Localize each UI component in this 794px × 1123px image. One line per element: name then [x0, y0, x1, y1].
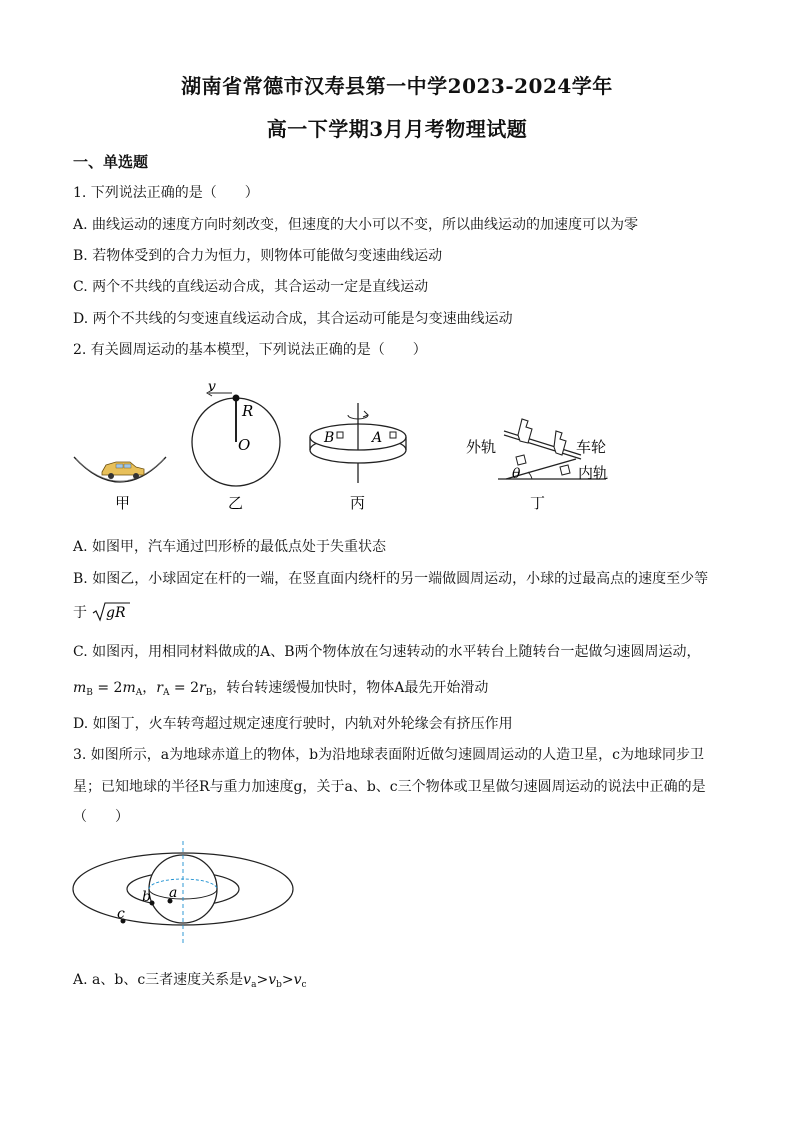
- q2-option-d: D. 如图丁，火车转弯超过规定速度行驶时，内轨对外轮缘会有挤压作用: [73, 716, 513, 732]
- label-inner-rail: 内轨: [578, 464, 609, 482]
- q1-stem: 1. 下列说法正确的是（ ）: [73, 185, 259, 201]
- q3-stem-line3: （ ）: [73, 809, 129, 825]
- exam-title-line1: 湖南省常德市汉寿县第一中学2023-2024学年: [181, 74, 613, 98]
- label-R: R: [242, 402, 254, 420]
- label-yi: 乙: [228, 494, 244, 512]
- label-v: v: [208, 379, 216, 395]
- q1-option-c: C. 两个不共线的直线运动合成，其合运动一定是直线运动: [73, 279, 429, 295]
- label-jia: 甲: [115, 494, 131, 512]
- q2-option-b-line2: [73, 601, 131, 623]
- figure-ding: [466, 419, 608, 512]
- q2-b-prefix: 于: [73, 605, 87, 621]
- q2-c-suffix: ，转台转速缓慢加快时，物体A最先开始滑动: [212, 680, 489, 696]
- figure-bing: [310, 403, 406, 512]
- label-b: b: [142, 889, 151, 905]
- section-heading: 一、单选题: [73, 153, 149, 171]
- q2-figure-svg: [66, 375, 626, 520]
- figure-yi: [192, 379, 280, 512]
- q2-option-b-line1: B. 如图乙，小球固定在杆的一端，在竖直面内绕杆的另一端做圆周运动，小球的过最高点的速度至少等: [73, 571, 709, 587]
- q2-stem: 2. 有关圆周运动的基本模型，下列说法正确的是（ ）: [73, 342, 427, 358]
- q3-option-a: A. a、b、c三者速度关系是$v_a>v_b>v_c$: [73, 972, 307, 990]
- q2-option-a: A. 如图甲，汽车通过凹形桥的最低点处于失重状态: [73, 539, 387, 555]
- label-wheel: 车轮: [576, 438, 607, 456]
- label-a: a: [169, 885, 178, 901]
- label-c: c: [117, 906, 125, 922]
- q1-option-b: B. 若物体受到的合力为恒力，则物体可能做匀变速曲线运动: [73, 248, 443, 264]
- label-O: O: [238, 436, 251, 454]
- q2-option-c-line2: $m_B = 2m_A$，$r_A = 2r_B$，转台转速缓慢加快时，物体A最先开始滑动: [73, 680, 489, 698]
- car-icon: [102, 462, 144, 479]
- label-bing: 丙: [350, 494, 366, 512]
- q1-option-d: D. 两个不共线的匀变速直线运动合成，其合运动可能是匀变速曲线运动: [73, 311, 513, 327]
- label-theta: θ: [512, 466, 521, 482]
- q3-stem-line2: 星；已知地球的半径R与重力加速度g，关于a、b、c三个物体或卫星做匀速圆周运动的说法中正确的是: [73, 779, 706, 795]
- label-outer-rail: 外轨: [466, 438, 497, 456]
- sqrt-gR: [91, 601, 131, 623]
- q3-figure: [70, 838, 310, 948]
- svg-text:gR: gR: [106, 605, 126, 621]
- q1-option-a: A. 曲线运动的速度方向时刻改变，但速度的大小可以不变，所以曲线运动的加速度可以为零: [73, 217, 639, 233]
- q3-figure-svg: [70, 838, 310, 948]
- figure-jia: [74, 457, 166, 512]
- q2-figure: [66, 375, 626, 520]
- label-A: A: [372, 430, 383, 446]
- label-ding: 丁: [530, 494, 546, 512]
- ball: [233, 395, 240, 402]
- exam-title-line2: 高一下学期3月月考物理试题: [266, 117, 528, 141]
- label-B: B: [324, 430, 335, 446]
- q3-stem-line1: 3. 如图所示，a为地球赤道上的物体，b为沿地球表面附近做匀速圆周运动的人造卫星，c为地球同步卫: [73, 747, 704, 763]
- q2-option-c-line1: C. 如图丙，用相同材料做成的A、B两个物体放在匀速转动的水平转台上随转台一起做匀速圆周运动，: [73, 644, 701, 660]
